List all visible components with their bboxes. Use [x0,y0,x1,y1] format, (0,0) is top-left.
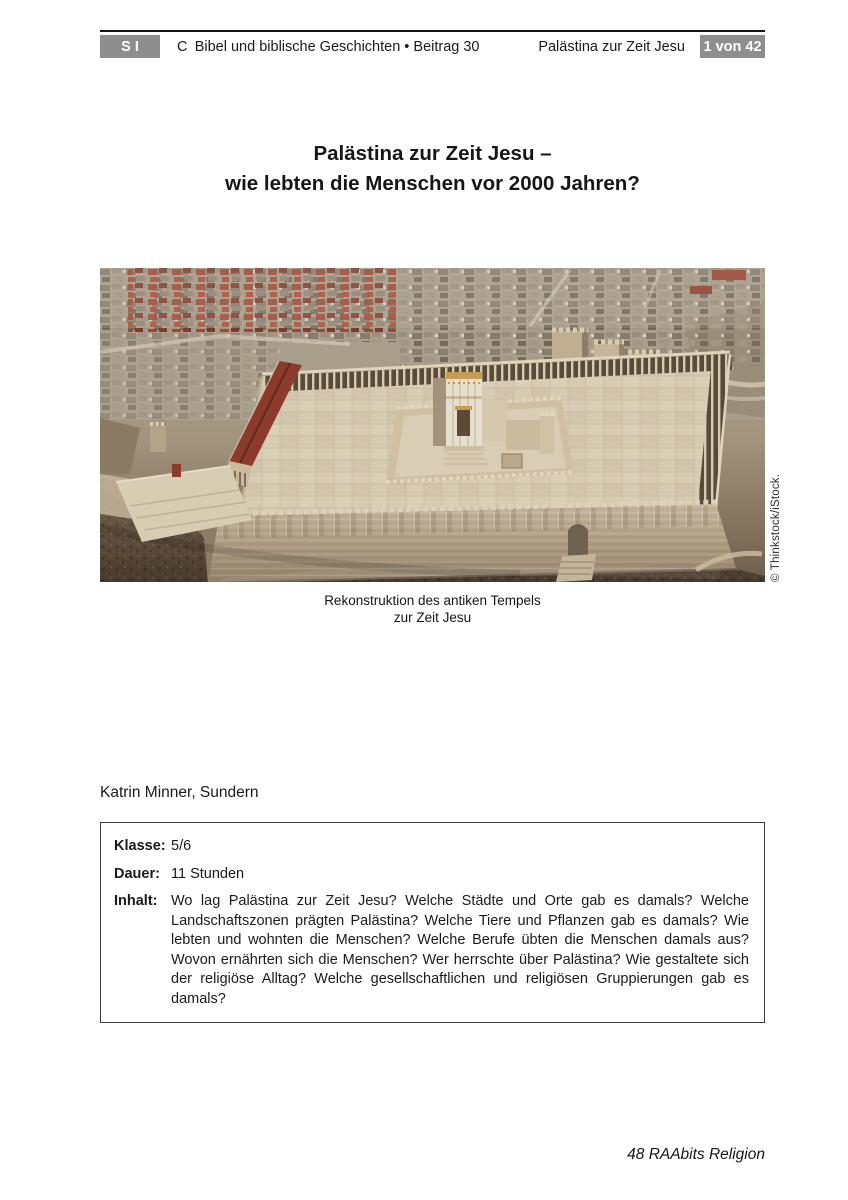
header-top-rule [100,30,765,32]
photo-caption [100,592,765,626]
info-label-dauer: Dauer: [114,865,160,882]
info-value-klasse: 5/6 [171,838,192,854]
title-line-1: Palästina zur Zeit Jesu – [313,142,552,165]
info-row-inhalt [114,892,749,1009]
page-count-badge: 1 von 42 [700,35,765,58]
unit-topic: Palästina zur Zeit Jesu [538,38,685,55]
temple-photo [100,268,765,582]
series-title: C Bibel und biblische Geschichten • Beitrag 30 [177,38,480,55]
info-label-klasse: Klasse: [114,838,166,854]
temple-photo-illustration [100,268,765,582]
page-header [100,35,765,58]
author-line: Katrin Minner, Sundern [100,784,259,801]
photo-caption-line-2: zur Zeit Jesu [393,610,472,625]
info-row-dauer [114,865,749,885]
info-value-inhalt: Wo lag Palästina zur Zeit Jesu? Welche Städte und Orte gab es damals? Welche Landschaftszonen prägten Palästina? Welche Tiere und Pflanzen gab es damals? Wie lebten und wohnten die Menschen? Welche Berufe übten die Menschen damals aus? Wovon ernährten sich die Menschen? Wer herrschte über Palästina? Wie gestaltete sich der religiöse Alltag? Welche gesellschaftlichen und religiösen Gruppierungen gab es damals? [171,893,749,1007]
info-label-inhalt: Inhalt: [114,893,158,909]
photo-credit: © Thinkstock/iStock. [770,473,782,582]
info-box [100,822,765,1023]
title-line-2: wie lebten die Menschen vor 2000 Jahren? [225,172,640,195]
page-title [100,139,765,199]
info-row-klasse [114,837,749,857]
photo-caption-line-1: Rekonstruktion des antiken Tempels [324,593,541,608]
info-value-dauer: 11 Stunden [171,865,245,882]
footer-issue: 48 RAAbits Religion [627,1146,765,1163]
school-level-badge: S I [100,35,160,58]
